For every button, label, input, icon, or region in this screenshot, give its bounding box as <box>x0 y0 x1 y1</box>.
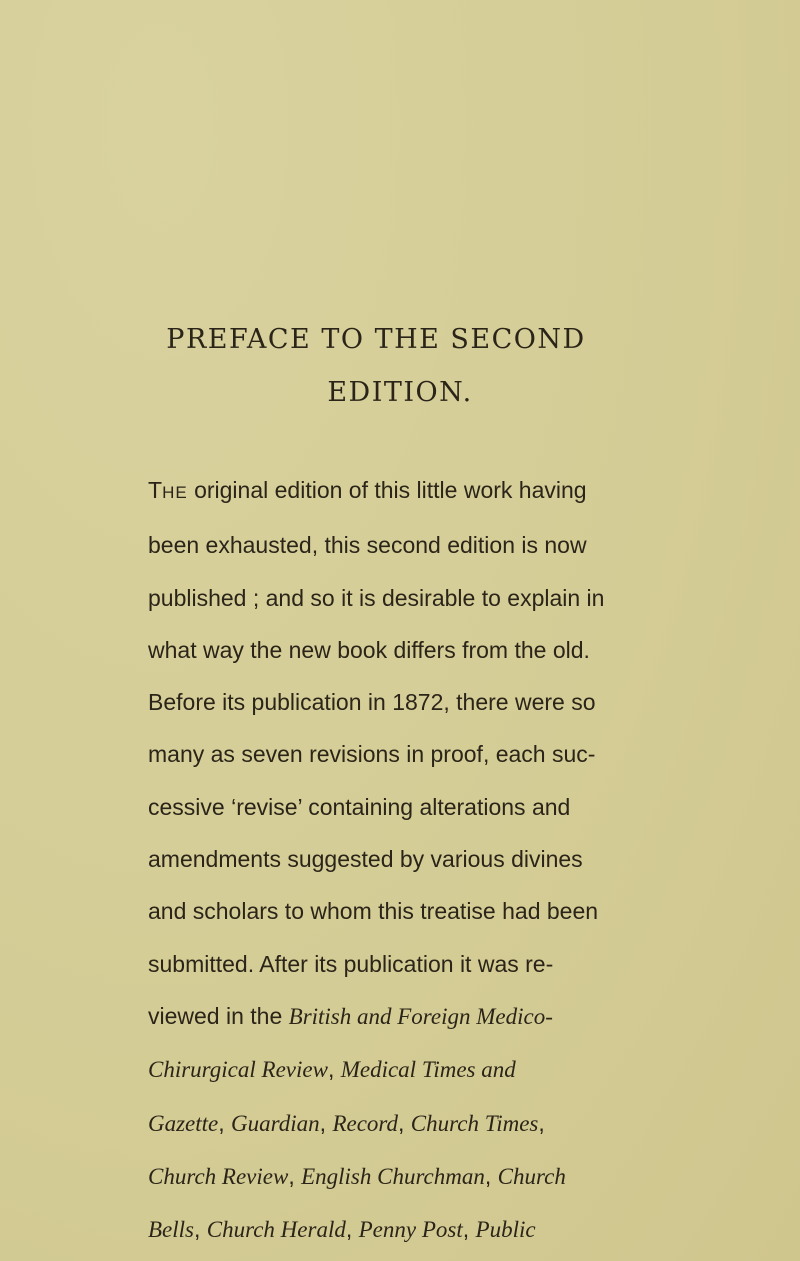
text-segment: original edition of this little work having <box>187 477 587 503</box>
text-segment: and scholars to whom this treatise had been <box>148 898 599 925</box>
text-segment: , <box>288 1162 302 1189</box>
italic-text: Medical Times and <box>340 1057 516 1083</box>
italic-text: Chirurgical Review <box>148 1057 328 1083</box>
text-line <box>148 1150 748 1203</box>
text-segment: submitted. After its publication it was re- <box>148 950 554 977</box>
italic-text: Record <box>332 1110 399 1136</box>
text-segment: , <box>218 1109 232 1136</box>
text-line <box>148 519 748 571</box>
text-segment: HE <box>162 483 188 502</box>
text-segment: what way the new book differs from the old. <box>148 636 590 663</box>
text-line <box>148 1203 748 1256</box>
text-segment: amendments suggested by various divines <box>148 846 583 873</box>
text-segment: viewed in the <box>148 1002 289 1029</box>
italic-text: Church Times <box>410 1110 539 1136</box>
text-line <box>148 833 748 885</box>
text-line <box>148 464 748 519</box>
text-segment: cessive ‘revise’ containing alterations and <box>148 793 571 820</box>
text-line <box>148 676 748 728</box>
text-line <box>148 885 748 937</box>
preface-body-text <box>148 464 748 1256</box>
text-segment: T <box>148 477 163 503</box>
italic-text: Guardian <box>231 1110 320 1136</box>
italic-text: British and Foreign Medico- <box>288 1003 553 1029</box>
text-segment: Before its publication in 1872, there were so <box>148 689 596 716</box>
text-segment: been exhausted, this second edition is now <box>148 532 587 559</box>
text-line <box>148 781 748 833</box>
italic-text: English Churchman <box>301 1163 485 1189</box>
italic-text: Gazette <box>148 1110 219 1136</box>
text-line <box>148 572 748 624</box>
text-segment: , <box>462 1216 476 1243</box>
text-segment: , <box>484 1162 498 1189</box>
italic-text: Church Herald <box>206 1217 346 1243</box>
text-segment: published ; and so it is desirable to explain in <box>148 584 605 611</box>
text-segment: , <box>345 1216 359 1243</box>
text-line <box>148 990 748 1043</box>
text-segment: , <box>327 1056 341 1083</box>
italic-text: Bells <box>148 1217 194 1243</box>
italic-text: Church <box>497 1163 566 1189</box>
text-line <box>148 1043 748 1096</box>
preface-title-line-1: PREFACE TO THE SECOND <box>166 324 586 355</box>
preface-title-line-2: EDITION. <box>327 377 473 408</box>
text-segment: , <box>319 1109 333 1136</box>
italic-text: Public <box>475 1217 536 1243</box>
text-line <box>148 938 748 990</box>
text-segment: , <box>398 1109 411 1136</box>
text-line <box>148 1097 748 1150</box>
text-segment: , <box>194 1216 207 1243</box>
italic-text: Penny Post <box>358 1217 463 1243</box>
text-line <box>148 624 748 676</box>
italic-text: Church Review <box>148 1163 289 1189</box>
text-line <box>148 728 748 780</box>
text-segment: , <box>538 1109 545 1136</box>
text-segment: many as seven revisions in proof, each suc- <box>148 741 596 768</box>
